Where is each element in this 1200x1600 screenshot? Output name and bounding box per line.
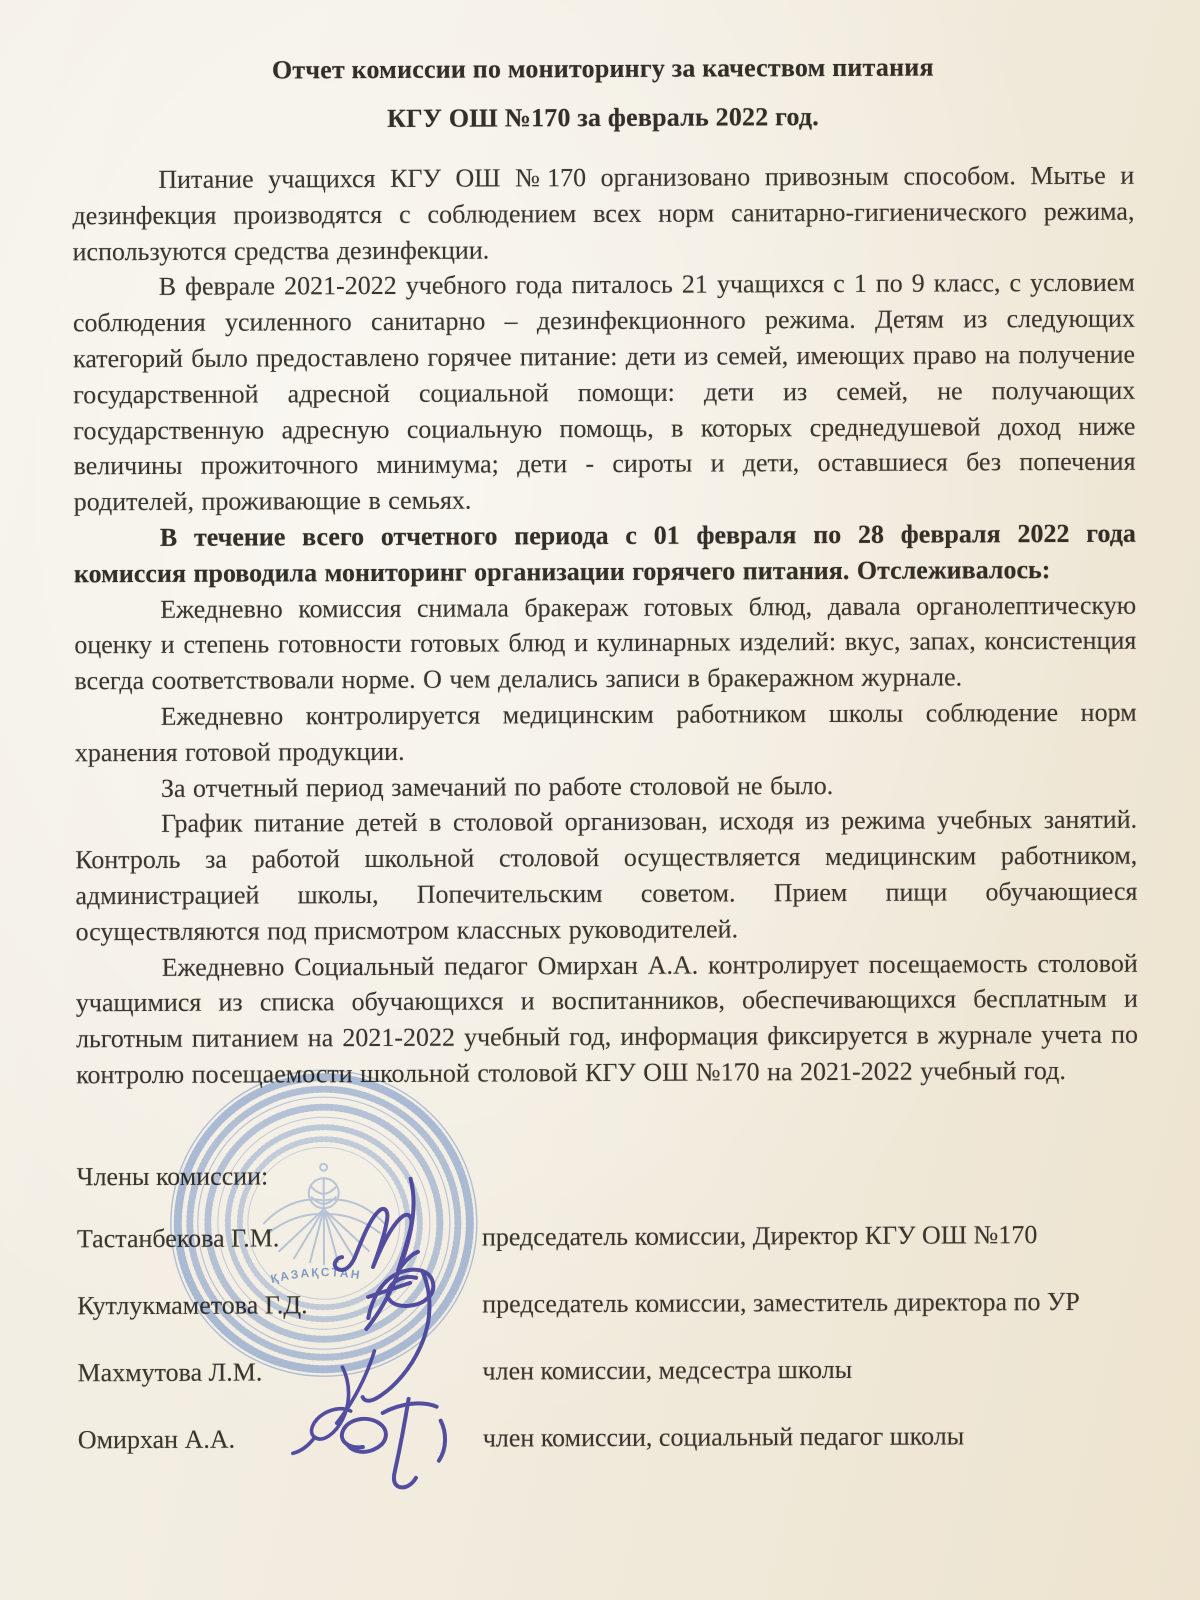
members-heading: Члены комиссии:: [76, 1161, 269, 1192]
stamp-center-text: ҚАЗАҚСТАН: [269, 1265, 363, 1287]
member-role: член комиссии, медсестра школы: [482, 1354, 853, 1386]
member-row-omirkhan: [78, 1418, 1140, 1459]
member-role: председатель комиссии, Директор КГУ ОШ №170: [481, 1220, 1038, 1252]
paragraph-3-bold: В течение всего отчетного периода с 01 февраля по 28 февраля 2022 года комиссия проводила мониторинг организации горячего питания. Отслеживалось:: [73, 518, 1136, 589]
member-row-tastanbekova: [77, 1217, 1139, 1258]
member-role: председатель комиссии, заместитель директора по УР: [482, 1286, 1080, 1319]
paragraph-8: Ежедневно Социальный педагог Омирхан А.А. контролирует посещаемость столовой учащимися из списка обучающихся и воспитанников, обеспечивающихся бесплатным и льготным питанием на 2021-2022 учебный год, информация фиксируется в журнале учета по контролю посещаемости школьной столовой КГУ ОШ №170 на 2021-2022 учебный год.: [75, 948, 1139, 1090]
report-body: [72, 52, 1139, 1093]
title-line-2: КГУ ОШ №170 за февраль 2022 год.: [387, 102, 820, 133]
member-name: Тастанбекова Г.М.: [76, 1223, 280, 1254]
paragraph-4: Ежедневно комиссия снимала бракераж готовых блюд, давала органолептическую оценку и степень готовности готовых блюд и кулинарных изделий: вкус, запах, консистенция всегда соответствовали норме. О чем делались записи в бракеражном журнале.: [74, 590, 1137, 696]
paragraph-5: Ежедневно контролируется медицинским работником школы соблюдение норм хранения готовой продукции.: [74, 697, 1137, 768]
member-name: Кутлукмаметова Г.Д.: [77, 1290, 308, 1321]
member-name: Махмутова Л.М.: [77, 1357, 263, 1388]
member-row-makhmutova: [77, 1351, 1139, 1392]
title-line-1: Отчет комиссии по мониторингу за качеством питания: [271, 52, 934, 85]
paragraph-1: Питание учащихся КГУ ОШ №170 организовано привозным способом. Мытье и дезинфекция производятся с соблюдением всех норм санитарно-гигиенического режима, используются средства дезинфекции.: [72, 160, 1135, 266]
commission-members-section: [77, 1158, 1140, 1490]
member-name: Омирхан А.А.: [77, 1424, 236, 1455]
paragraph-6: За отчетный период замечаний по работе столовой не было.: [160, 770, 834, 803]
member-row-kutlukmametova: [77, 1284, 1139, 1325]
paragraph-2: В феврале 2021-2022 учебного года питалось 21 учащихся с 1 по 9 класс, с условием соблюдения усиленного санитарно – дезинфекционного режима. Детям из следующих категорий было предоставлено горячее питание: дети из семей, имеющих право на получение государственной адресной социальной помощи: дети из семей, не получающих государственную адресную социальную помощь, в которых среднедушевой доход ниже величины прожиточного минимума; дети - сироты и дети, оставшиеся без попечения родителей, проживающие в семьях.: [72, 268, 1136, 517]
member-role: член комиссии, социальный педагог школы: [482, 1421, 965, 1453]
document-title: [72, 52, 1134, 136]
paragraph-7: График питание детей в столовой организован, исходя из режима учебных занятий. Контроль за работой школьной столовой осуществляется медицинским работником, администрацией школы, Попечительским советом. Прием пищи обучающиеся осуществляются под присмотром классных руководителей.: [75, 805, 1138, 947]
report-paragraphs: [72, 158, 1138, 1093]
